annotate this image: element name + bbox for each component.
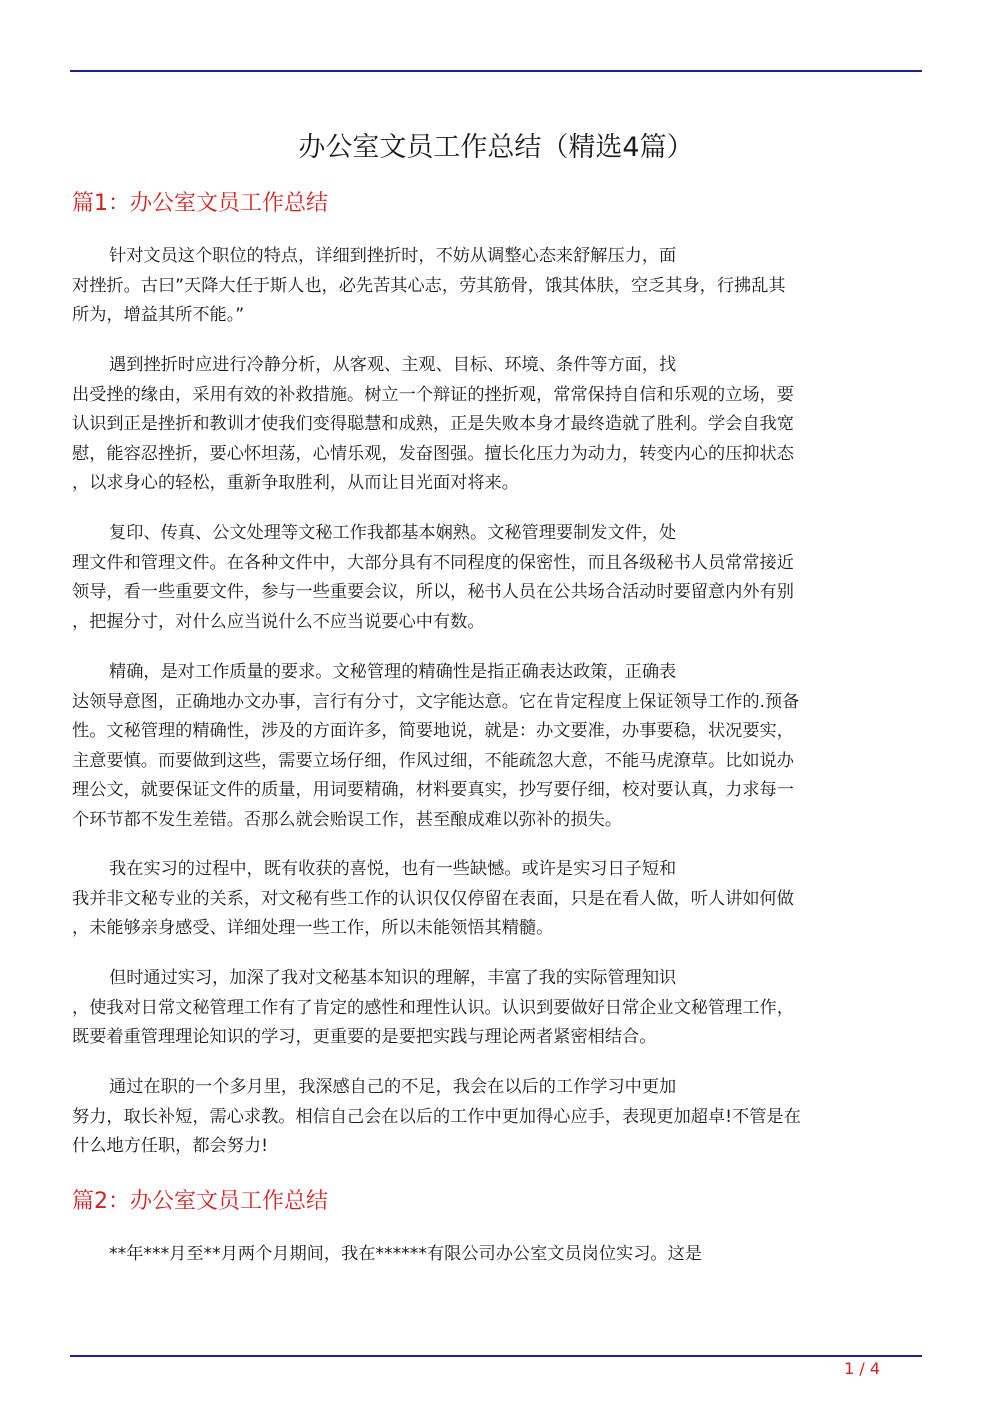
- paragraph-line: ，以求身心的轻松，重新争取胜利，从而让目光面对将来。: [72, 473, 519, 494]
- paragraph-line: 对挫折。古曰”天降大任于斯人也，必先苦其心志，劳其筋骨，饿其体肤，空乏其身，行拂乱其: [72, 275, 786, 296]
- paragraph-line: ，把握分寸，对什么应当说什么不应当说要心中有数。: [72, 611, 485, 632]
- paragraph-line: 慰，能容忍挫折，要心怀坦荡，心情乐观，发奋图强。擅长化压力为动力，转变内心的压抑状态: [72, 443, 794, 464]
- paragraph-line: 性。文秘管理的精确性，涉及的方面许多，简要地说，就是：办文要准，办事要稳，状况要实，: [72, 721, 794, 742]
- paragraph-line: 通过在职的一个多月里，我深感自己的不足，我会在以后的工作学习中更加: [109, 1077, 677, 1097]
- section-1-paragraph-7: [72, 1073, 918, 1162]
- paragraph-line: 但时通过实习，加深了我对文秘基本知识的理解，丰富了我的实际管理知识: [109, 968, 677, 988]
- paragraph-line: 精确，是对工作质量的要求。文秘管理的精确性是指正确表达政策，正确表: [109, 662, 677, 682]
- paragraph-line: 主意要慎。而要做到这些，需要立场仔细，作风过细，不能疏忽大意，不能马虎潦草。比如说办: [72, 750, 794, 771]
- paragraph-line: 什么地方任职，都会努力!: [72, 1136, 268, 1157]
- paragraph-line: 理公文，就要保证文件的质量，用词要精确，材料要真实，抄写要仔细，校对要认真，力求每一: [72, 780, 794, 801]
- page-number: 1 / 4: [844, 1359, 880, 1378]
- paragraph-line: 个环节都不发生差错。否那么就会贻误工作，甚至酿成难以弥补的损失。: [72, 809, 623, 830]
- paragraph-line: ，使我对日常文秘管理工作有了肯定的感性和理性认识。认识到要做好日常企业文秘管理工作，: [72, 997, 794, 1018]
- section-2-paragraph-1: [72, 1240, 918, 1270]
- paragraph-line: 努力，取长补短，需心求教。相信自己会在以后的工作中更加得心应手，表现更加超卓!不管是在: [72, 1106, 801, 1127]
- paragraph-line: 我在实习的过程中，既有收获的喜悦，也有一些缺憾。或许是实习日子短和: [109, 859, 677, 879]
- section-1-paragraph-4: [72, 658, 918, 836]
- section-1-paragraph-6: [72, 964, 918, 1053]
- section-1-heading: 篇1：办公室文员工作总结: [72, 191, 328, 216]
- paragraph-line: 达领导意图，正确地办文办事，言行有分寸，文字能达意。它在肯定程度上保证领导工作的.预备: [72, 691, 800, 712]
- paragraph-line: 既要着重管理理论知识的学习，更重要的是要把实践与理论两者紧密相结合。: [72, 1027, 657, 1048]
- paragraph-line: ，未能够亲身感受、详细处理一些工作，所以未能领悟其精髓。: [72, 918, 554, 939]
- paragraph-line: 认识到正是挫折和教训才使我们变得聪慧和成熟，正是失败本身才最终造就了胜利。学会自我宽: [72, 414, 794, 435]
- paragraph-line: **年***月至**月两个月期间，我在******有限公司办公室文员岗位实习。这是: [109, 1244, 702, 1264]
- section-1-paragraph-2: [72, 351, 918, 499]
- paragraph-line: 理文件和管理文件。在各种文件中，大部分具有不同程度的保密性，而且各级秘书人员常常接近: [72, 552, 794, 573]
- document-title: 办公室文员工作总结（精选4篇）: [298, 132, 694, 163]
- section-2-heading: 篇2：办公室文员工作总结: [72, 1189, 328, 1214]
- paragraph-line: 复印、传真、公文处理等文秘工作我都基本娴熟。文秘管理要制发文件，处: [109, 523, 677, 543]
- paragraph-line: 遇到挫折时应进行冷静分析，从客观、主观、目标、环境、条件等方面，找: [109, 355, 677, 375]
- section-1-paragraph-3: [72, 519, 918, 637]
- footer-rule: [70, 1355, 922, 1357]
- section-1-paragraph-5: [72, 855, 918, 944]
- section-1-paragraph-1: [72, 242, 918, 331]
- paragraph-line: 领导，看一些重要文件，参与一些重要会议，所以，秘书人员在公共场合活动时要留意内外有别: [72, 582, 794, 603]
- paragraph-line: 我并非文秘专业的关系，对文秘有些工作的认识仅仅停留在表面，只是在看人做，听人讲如何做: [72, 888, 794, 909]
- paragraph-line: 针对文员这个职位的特点，详细到挫折时，不妨从调整心态来舒解压力，面: [109, 246, 677, 266]
- paragraph-line: 出受挫的缘由，采用有效的补救措施。树立一个辩证的挫折观，常常保持自信和乐观的立场，要: [72, 384, 794, 405]
- header-rule: [70, 70, 922, 72]
- paragraph-line: 所为，增益其所不能。”: [72, 305, 245, 326]
